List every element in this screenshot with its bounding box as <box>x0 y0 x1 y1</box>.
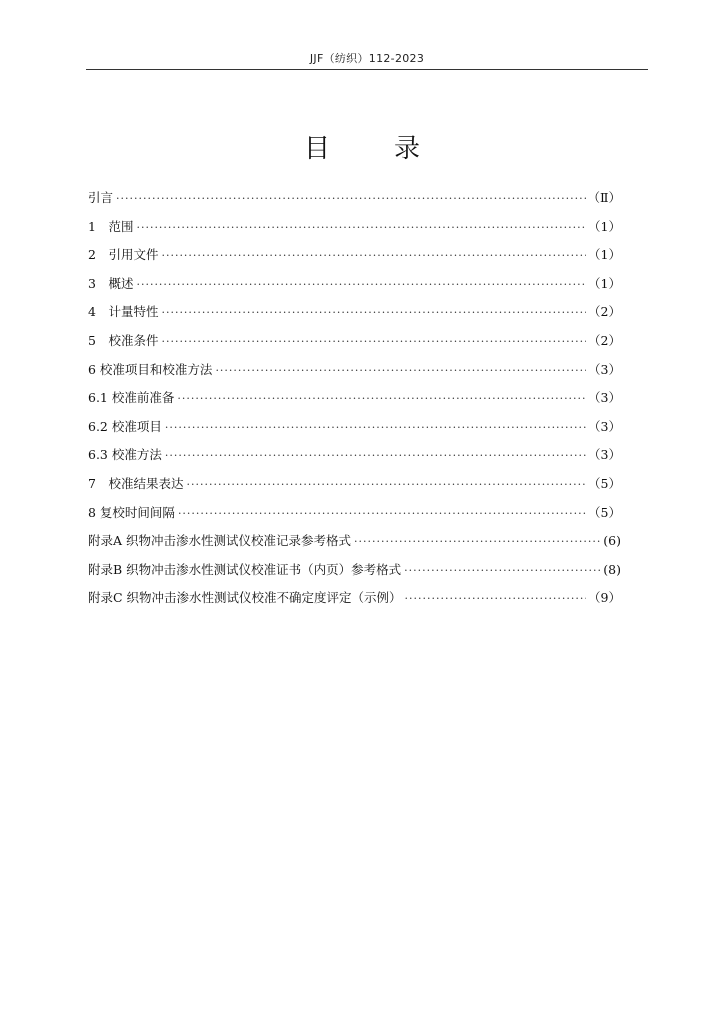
toc-leader-dots <box>165 442 586 471</box>
toc-leader-dots <box>404 557 601 586</box>
toc-entry[interactable] <box>88 499 621 528</box>
page-title: 目录 <box>303 134 484 164</box>
toc-entry-page: （1） <box>588 218 621 234</box>
toc-leader-dots <box>215 357 586 386</box>
toc-entry[interactable] <box>88 356 621 385</box>
table-of-contents <box>88 184 621 613</box>
toc-entry-page: (8) <box>603 561 621 577</box>
toc-entry[interactable] <box>88 213 621 242</box>
toc-entry-page: (6) <box>603 533 621 549</box>
toc-entry[interactable] <box>88 298 621 327</box>
toc-entry-label: 附录C 织物冲击渗水性测试仪校准不确定度评定（示例） <box>88 590 402 606</box>
toc-leader-dots <box>186 471 586 500</box>
toc-entry[interactable] <box>88 470 621 499</box>
toc-entry-page: （3） <box>588 390 621 406</box>
toc-entry-label: 4 计量特性 <box>88 304 159 320</box>
toc-entry[interactable] <box>88 184 621 213</box>
toc-entry-page: （1） <box>588 247 621 263</box>
toc-leader-dots <box>161 328 586 357</box>
toc-entry-label: 3 概述 <box>88 275 134 291</box>
toc-entry-page: （Ⅱ） <box>587 190 621 205</box>
document-code-header: JJF（纺织）112-2023 <box>309 52 425 65</box>
toc-leader-dots <box>354 528 601 557</box>
toc-entry-page: （2） <box>588 304 621 320</box>
toc-entry[interactable] <box>88 384 621 413</box>
toc-entry-page: （5） <box>588 475 621 491</box>
toc-entry-label: 7 校准结果表达 <box>88 475 184 491</box>
toc-entry-label: 附录B 织物冲击渗水性测试仪校准证书（内页）参考格式 <box>88 561 402 577</box>
toc-entry-page: （1） <box>588 275 621 291</box>
toc-entry-label: 5 校准条件 <box>88 332 159 348</box>
toc-leader-dots <box>136 271 586 300</box>
toc-entry-label: 引言 <box>88 190 114 205</box>
toc-entry[interactable] <box>88 413 621 442</box>
toc-entry-label: 附录A 织物冲击渗水性测试仪校准记录参考格式 <box>88 533 352 549</box>
toc-leader-dots <box>136 214 586 243</box>
toc-leader-dots <box>405 585 587 614</box>
toc-entry[interactable] <box>88 441 621 470</box>
toc-entry-label: 6.1 校准前准备 <box>88 390 175 406</box>
toc-entry[interactable] <box>88 241 621 270</box>
toc-entry-page: （3） <box>588 361 621 377</box>
toc-entry-page: （3） <box>588 418 621 434</box>
toc-leader-dots <box>116 185 585 214</box>
toc-entry-label: 1 范围 <box>88 218 134 234</box>
toc-entry-page: （9） <box>588 590 621 606</box>
toc-entry[interactable] <box>88 527 621 556</box>
toc-leader-dots <box>177 385 586 414</box>
toc-entry[interactable] <box>88 270 621 299</box>
toc-entry-label: 8 复校时间间隔 <box>88 504 175 520</box>
toc-entry-page: （2） <box>588 332 621 348</box>
toc-leader-dots <box>161 299 586 328</box>
toc-entry[interactable] <box>88 327 621 356</box>
toc-entry-label: 6 校准项目和校准方法 <box>88 361 213 377</box>
toc-entry-page: （3） <box>588 447 621 463</box>
toc-entry[interactable] <box>88 556 621 585</box>
toc-leader-dots <box>161 242 586 271</box>
toc-entry[interactable] <box>88 584 621 613</box>
toc-entry-label: 2 引用文件 <box>88 247 159 263</box>
toc-entry-label: 6.2 校准项目 <box>88 418 162 434</box>
toc-leader-dots <box>165 414 586 443</box>
toc-leader-dots <box>178 500 586 529</box>
toc-entry-page: （5） <box>588 504 621 520</box>
header-rule <box>86 69 648 70</box>
toc-entry-label: 6.3 校准方法 <box>88 447 162 463</box>
